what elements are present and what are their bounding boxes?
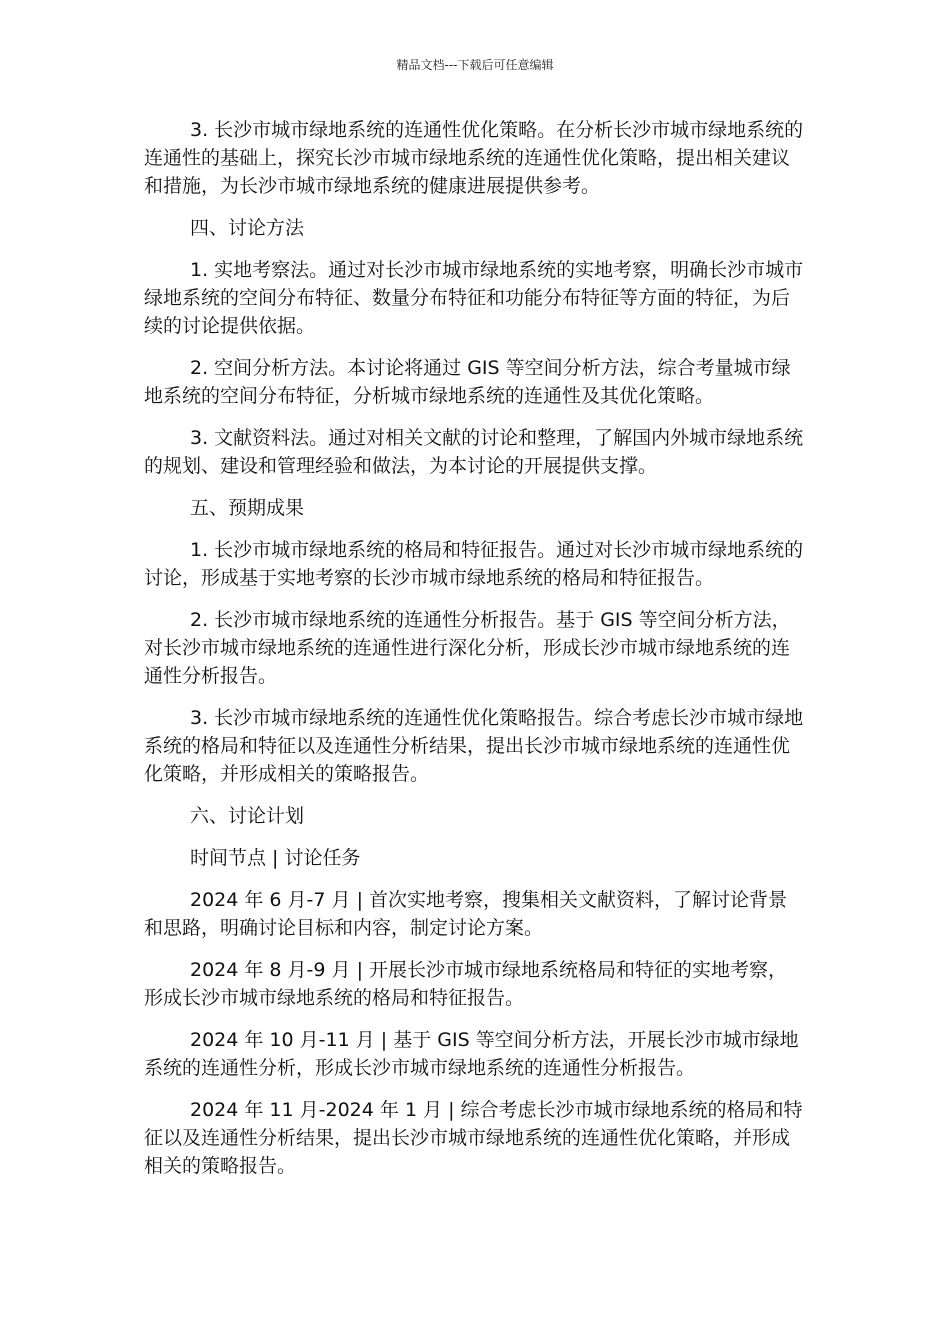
paragraph: 3. 文献资料法。通过对相关文献的讨论和整理，了解国内外城市绿地系统的规划、建设和管理经验和做法，为本讨论的开展提供支撑。 <box>144 427 804 477</box>
section-heading: 四、讨论方法 <box>190 217 305 239</box>
paragraph: 1. 实地考察法。通过对长沙市城市绿地系统的实地考察，明确长沙市城市绿地系统的空间分布特征、数量分布特征和功能分布特征等方面的特征，为后续的讨论提供依据。 <box>144 259 804 337</box>
schedule-row: 2024 年 10 月-11 月 | 基于 GIS 等空间分析方法，开展长沙市城市绿地系统的连通性分析，形成长沙市城市绿地系统的连通性分析报告。 <box>144 1029 799 1079</box>
paragraph: 1. 长沙市城市绿地系统的格局和特征报告。通过对长沙市城市绿地系统的讨论，形成基于实地考察的长沙市城市绿地系统的格局和特征报告。 <box>144 539 804 589</box>
section-heading: 五、预期成果 <box>190 497 305 519</box>
paragraph: 3. 长沙市城市绿地系统的连通性优化策略。在分析长沙市城市绿地系统的连通性的基础上，探究长沙市城市绿地系统的连通性优化策略，提出相关建议和措施，为长沙市城市绿地系统的健康进展提供参考。 <box>144 119 804 197</box>
paragraph: 2. 长沙市城市绿地系统的连通性分析报告。基于 GIS 等空间分析方法，对长沙市城市绿地系统的连通性进行深化分析，形成长沙市城市绿地系统的连通性分析报告。 <box>144 609 791 687</box>
schedule-row: 2024 年 11 月-2024 年 1 月 | 综合考虑长沙市城市绿地系统的格局和特征以及连通性分析结果，提出长沙市城市绿地系统的连通性优化策略，并形成相关的策略报告。 <box>144 1099 803 1177</box>
schedule-row: 2024 年 8 月-9 月 | 开展长沙市城市绿地系统格局和特征的实地考察，形成长沙市城市绿地系统的格局和特征报告。 <box>144 959 788 1009</box>
paragraph: 3. 长沙市城市绿地系统的连通性优化策略报告。综合考虑长沙市城市绿地系统的格局和特征以及连通性分析结果，提出长沙市城市绿地系统的连通性优化策略，并形成相关的策略报告。 <box>144 707 804 785</box>
schedule-table-header: 时间节点 | 讨论任务 <box>190 847 361 869</box>
schedule-row: 2024 年 6 月-7 月 | 首次实地考察，搜集相关文献资料，了解讨论背景和思路，明确讨论目标和内容，制定讨论方案。 <box>144 889 788 939</box>
document-body <box>144 116 806 1194</box>
section-heading: 六、讨论计划 <box>190 805 305 827</box>
paragraph: 2. 空间分析方法。本讨论将通过 GIS 等空间分析方法，综合考量城市绿地系统的空间分布特征，分析城市绿地系统的连通性及其优化策略。 <box>144 357 791 407</box>
page-header: 精品文档---下载后可任意编辑 <box>396 58 554 72</box>
